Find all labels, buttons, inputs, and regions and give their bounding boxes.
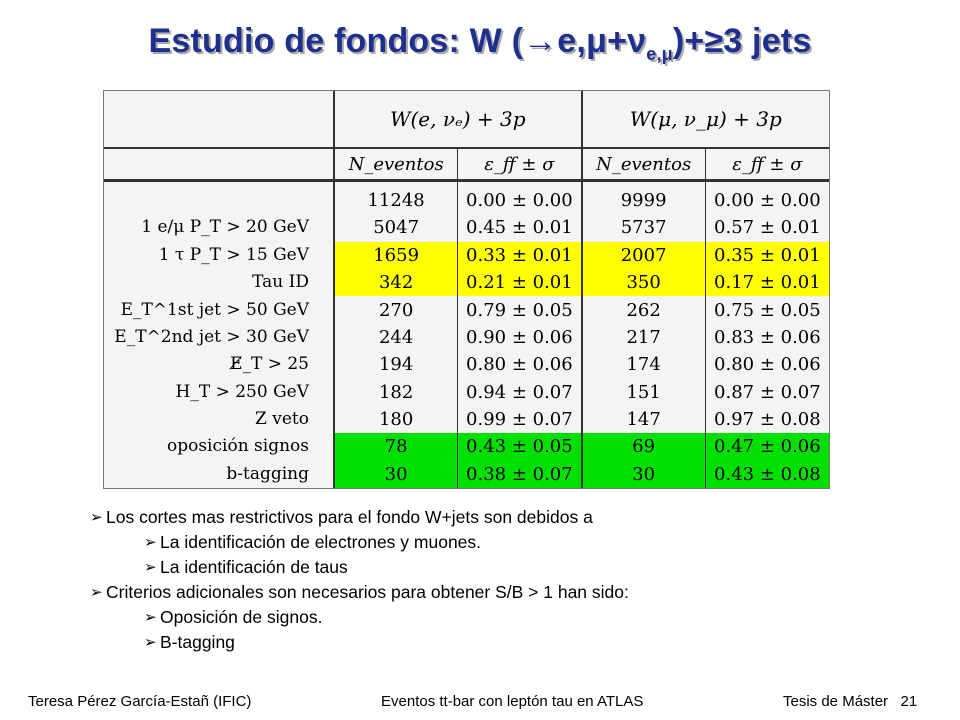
table-cell: 11248: [334, 181, 458, 215]
table-cell: 0.33 ± 0.01: [458, 242, 582, 269]
table-cell: 0.47 ± 0.06: [705, 433, 829, 460]
bullet-text: La identificación de taus: [160, 557, 348, 577]
bullet-item: [90, 505, 629, 530]
table-row: [104, 296, 829, 323]
title-end: )+≥3 jets: [672, 22, 812, 60]
arrow-bullet-icon: ➢: [90, 584, 103, 601]
bullet-text: Oposición de signos.: [160, 607, 323, 627]
bullet-item: [90, 580, 629, 605]
table-cell: 244: [334, 324, 458, 351]
col-header-nevents-e: N_eventos: [334, 148, 458, 181]
table-cell: 2007: [582, 242, 706, 269]
table-row: [104, 324, 829, 351]
table-cell: 0.35 ± 0.01: [705, 242, 829, 269]
arrow-bullet-icon: ➢: [144, 634, 157, 651]
table-cell: 350: [582, 269, 706, 296]
table-cell: 0.75 ± 0.05: [705, 296, 829, 323]
title-main: Estudio de fondos: W (→e,μ+ν: [148, 22, 647, 60]
row-label: [104, 181, 334, 215]
table-cell: 0.99 ± 0.07: [458, 406, 582, 433]
row-label: Z veto: [255, 408, 309, 429]
bullet-text: La identificación de electrones y muones.: [160, 532, 482, 552]
table-row: [104, 406, 829, 433]
arrow-bullet-icon: ➢: [144, 559, 157, 576]
table-cell: 194: [334, 351, 458, 378]
table-body: [104, 181, 829, 489]
table-cell: 0.38 ± 0.07: [458, 460, 582, 488]
bullet-text: Los cortes mas restrictivos para el fondo W+jets son debidos a: [106, 507, 593, 527]
table-cell: 78: [334, 433, 458, 460]
table-cell: 342: [334, 269, 458, 296]
table-row: [104, 378, 829, 405]
row-label: E_T^1st jet > 50 GeV: [120, 299, 309, 320]
table-cell: 147: [582, 406, 706, 433]
row-label: Tau ID: [252, 272, 309, 293]
table-cell: 0.43 ± 0.08: [705, 460, 829, 488]
table-cell: 0.94 ± 0.07: [458, 378, 582, 405]
row-label: b-tagging: [226, 463, 309, 484]
bullet-list: [90, 505, 629, 655]
table-cell: 182: [334, 378, 458, 405]
row-label: E_T^2nd jet > 30 GeV: [114, 326, 309, 347]
bullet-text: B-tagging: [160, 632, 235, 652]
arrow-bullet-icon: ➢: [144, 534, 157, 551]
row-label: 1 τ P_T > 15 GeV: [158, 244, 309, 265]
table-cell: 69: [582, 433, 706, 460]
table-cell: 30: [334, 460, 458, 488]
title-subscript: e,μ: [646, 43, 673, 64]
row-label: oposición signos: [166, 436, 309, 457]
sub-bullet-item: [90, 530, 629, 555]
slide-title: [0, 22, 960, 65]
table-cell: 0.97 ± 0.08: [705, 406, 829, 433]
table-cell: 217: [582, 324, 706, 351]
table-cell: 0.80 ± 0.06: [705, 351, 829, 378]
table-row: [104, 351, 829, 378]
table-cell: 0.00 ± 0.00: [458, 181, 582, 215]
table-cell: 0.80 ± 0.06: [458, 351, 582, 378]
table-cell: 9999: [582, 181, 706, 215]
table-cell: 0.79 ± 0.05: [458, 296, 582, 323]
table-row: [104, 433, 829, 460]
bullet-text: Criterios adicionales son necesarios para obtener S/B > 1 han sido:: [106, 582, 629, 602]
sub-bullet-item: [90, 630, 629, 655]
table-corner-cell: [104, 91, 334, 148]
table-cell: 0.21 ± 0.01: [458, 269, 582, 296]
group-header-muon: W(μ, ν_μ) + 3p: [582, 91, 830, 148]
cutflow-table-image: [103, 90, 830, 489]
row-label: E̸_T > 25: [230, 354, 309, 375]
table-cell: 0.17 ± 0.01: [705, 269, 829, 296]
table-cell: 0.83 ± 0.06: [705, 324, 829, 351]
table-group-header-row: [104, 91, 829, 148]
col-header-eff-e: ε_ff ± σ: [458, 148, 582, 181]
table-cell: 0.00 ± 0.00: [705, 181, 829, 215]
table-cell: 30: [582, 460, 706, 488]
footer-title: Eventos tt-bar con leptón tau en ATLAS: [381, 693, 644, 710]
arrow-bullet-icon: ➢: [144, 609, 157, 626]
table-cell: 0.57 ± 0.01: [705, 214, 829, 241]
table-row: [104, 460, 829, 488]
sub-bullet-item: [90, 555, 629, 580]
col-header-eff-mu: ε_ff ± σ: [705, 148, 829, 181]
table-cell: 180: [334, 406, 458, 433]
footer-slide-number: Tesis de Máster 21: [783, 693, 918, 710]
table-cell: 0.87 ± 0.07: [705, 378, 829, 405]
table-cell: 5737: [582, 214, 706, 241]
row-label: 1 e/μ P_T > 20 GeV: [141, 217, 309, 238]
table-cell: 151: [582, 378, 706, 405]
table-cell: 262: [582, 296, 706, 323]
table-cell: 0.90 ± 0.06: [458, 324, 582, 351]
col-header-nevents-mu: N_eventos: [582, 148, 706, 181]
table-cell: 0.45 ± 0.01: [458, 214, 582, 241]
table-row: [104, 242, 829, 269]
table-cell: 174: [582, 351, 706, 378]
table-cell: 1659: [334, 242, 458, 269]
row-label: H_T > 250 GeV: [175, 381, 309, 402]
table-corner-cell-2: [104, 148, 334, 181]
table-column-header-row: [104, 148, 829, 181]
sub-bullet-item: [90, 605, 629, 630]
table-row: [104, 181, 829, 215]
table-cell: 270: [334, 296, 458, 323]
arrow-bullet-icon: ➢: [90, 509, 103, 526]
group-header-electron: W(e, νₑ) + 3p: [334, 91, 582, 148]
table-row: [104, 214, 829, 241]
table-row: [104, 269, 829, 296]
table-cell: 0.43 ± 0.05: [458, 433, 582, 460]
table-cell: 5047: [334, 214, 458, 241]
footer-author: Teresa Pérez García-Estañ (IFIC): [28, 693, 252, 710]
cutflow-table: [104, 91, 829, 488]
